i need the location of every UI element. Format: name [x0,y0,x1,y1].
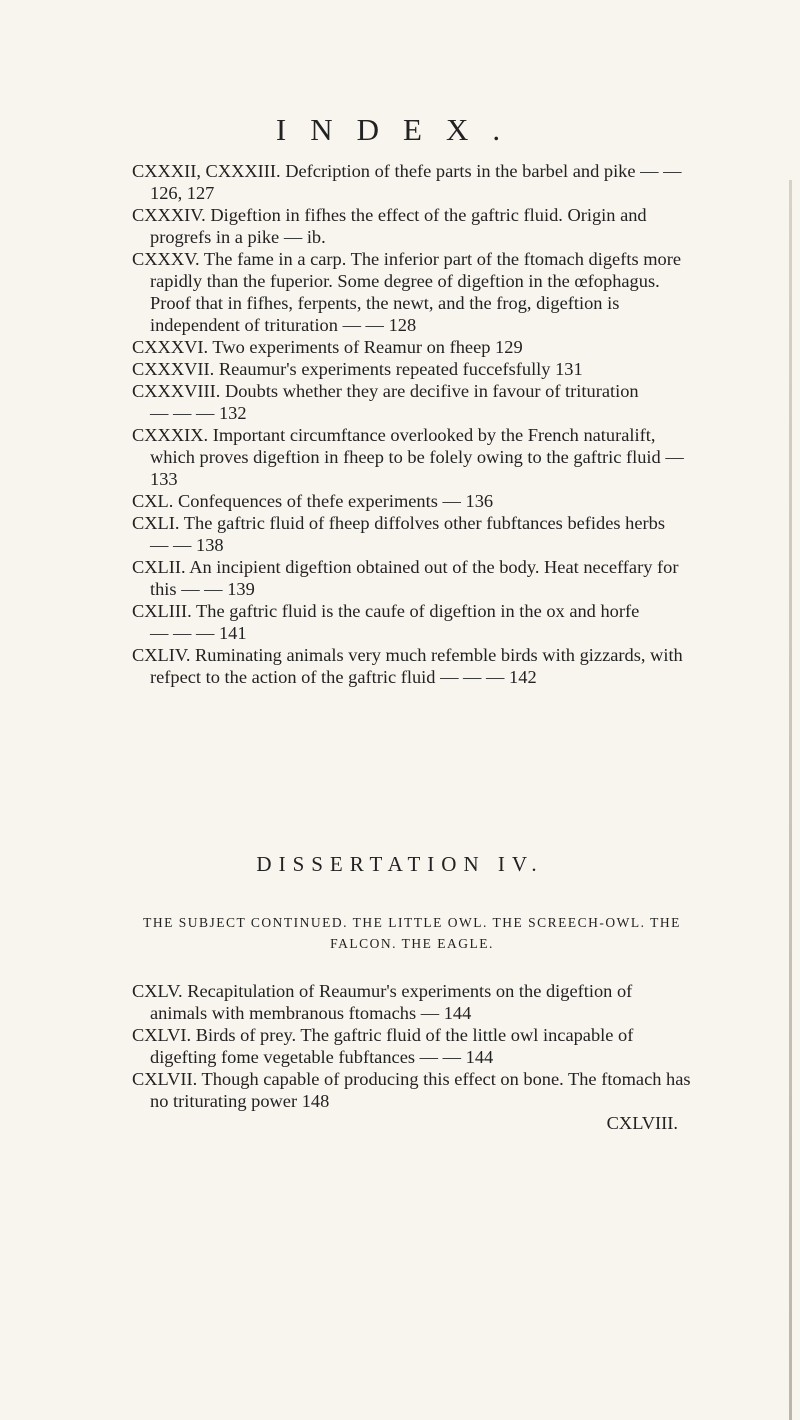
entry-dashes: — — [150,535,192,555]
entry-text: CXLIII. The gaftric fluid is the caufe of digeftion in the ox and horfe [132,601,640,621]
entry-text: CXXXV. The fame in a carp. The inferior part of the ftomach digefts more rapidly than the fuperior. Some degree of digeftion in the œfophagus. Proof that in fifhes, ferpents, the newt, and the frog, digeftion is independent of trituration [132,249,681,335]
entry-dashes: — [283,227,303,247]
entry-text: CXLVI. Birds of prey. The gaftric fluid of the little owl incapable of digefting fome vegetable fubftances [132,1025,634,1067]
index-entry [132,160,692,204]
entry-page-number: ib. [306,227,326,247]
entry-dashes: — [665,447,684,467]
entry-page-number: 126, 127 [150,183,215,203]
page-header: INDEX. [275,112,525,147]
entry-page-number: 129 [495,337,523,357]
entry-dashes: — — — [150,623,215,643]
entry-dashes: — — — [440,667,505,687]
dissertation-heading: DISSERTATION IV. [256,852,544,876]
entry-dashes: — — [342,315,384,335]
index-entry [132,424,692,490]
entry-text: CXLVII. Though capable of producing this effect on bone. The ftomach has no triturating power [132,1069,691,1111]
entry-dashes: — — [419,1047,462,1067]
entry-text: CXLII. An incipient digeftion obtained out of the body. Heat neceffary for this [132,557,679,599]
entry-dashes: — [420,1003,440,1023]
index-entry [132,380,692,424]
entry-text: CXXXII, CXXXIII. Defcription of thefe parts in the barbel and pike [132,161,636,181]
index-entry [132,980,692,1024]
entry-page-number: 141 [218,623,247,643]
entry-dashes: — — [181,579,223,599]
entry-text: CXL. Confequences of thefe experiments [132,491,438,511]
entry-page-number: 131 [555,359,583,379]
entry-dashes: — — — [150,403,215,423]
entry-page-number: 139 [227,579,255,599]
entry-page-number: 148 [301,1091,330,1111]
entry-dashes: — [442,491,461,511]
index-list [132,160,692,688]
index-entry [132,644,692,688]
entry-text: CXLI. The gaftric fluid of fheep diffolves other fubftances befides herbs [132,513,665,533]
entry-page-number: 144 [465,1047,494,1067]
index-entry [132,556,692,600]
index-entry [132,204,692,248]
entry-page-number: 133 [150,469,178,489]
catchword: CXLVIII. [606,1113,678,1133]
entry-text: CXLV. Recapitulation of Reaumur's experiments on the digeftion of animals with membranous ftomachs [132,981,633,1023]
entry-page-number: 136 [465,491,494,511]
entry-dashes: — — [640,161,682,181]
page-edge [789,180,792,1420]
entry-page-number: 132 [218,403,247,423]
entry-page-number: 144 [443,1003,472,1023]
entry-text: CXLIV. Ruminating animals very much refemble birds with gizzards, with refpect to the action of the gaftric fluid [132,645,683,687]
entry-text: CXXXIV. Digeftion in fifhes the effect of the gaftric fluid. Origin and progrefs in a pike [132,205,647,247]
entry-page-number: 142 [509,667,537,687]
index-entry [132,358,692,380]
index-entry [132,1024,692,1068]
entry-page-number: 138 [196,535,224,555]
index-entry [132,336,692,358]
entry-text: CXXXVI. Two experiments of Reamur on fheep [132,337,491,357]
index-entry [132,512,692,556]
index-entry [132,248,692,336]
dissertation-subtitle: THE SUBJECT CONTINUED. THE LITTLE OWL. THE SCREECH-OWL. THE FALCON. THE EAGLE. [143,915,681,951]
entry-text: CXXXVII. Reaumur's experiments repeated fuccefsfully [132,359,551,379]
entry-page-number: 128 [388,315,417,335]
entry-text: CXXXVIII. Doubts whether they are decifive in favour of trituration [132,381,639,401]
index-entry [132,600,692,644]
index-entry [132,1068,692,1112]
entry-text: CXXXIX. Important circumftance overlooked by the French naturalift, which proves digeftion in fheep to be folely owing to the gaftric fluid [132,425,661,467]
index-entry [132,490,692,512]
index-list-continued [132,980,692,1134]
